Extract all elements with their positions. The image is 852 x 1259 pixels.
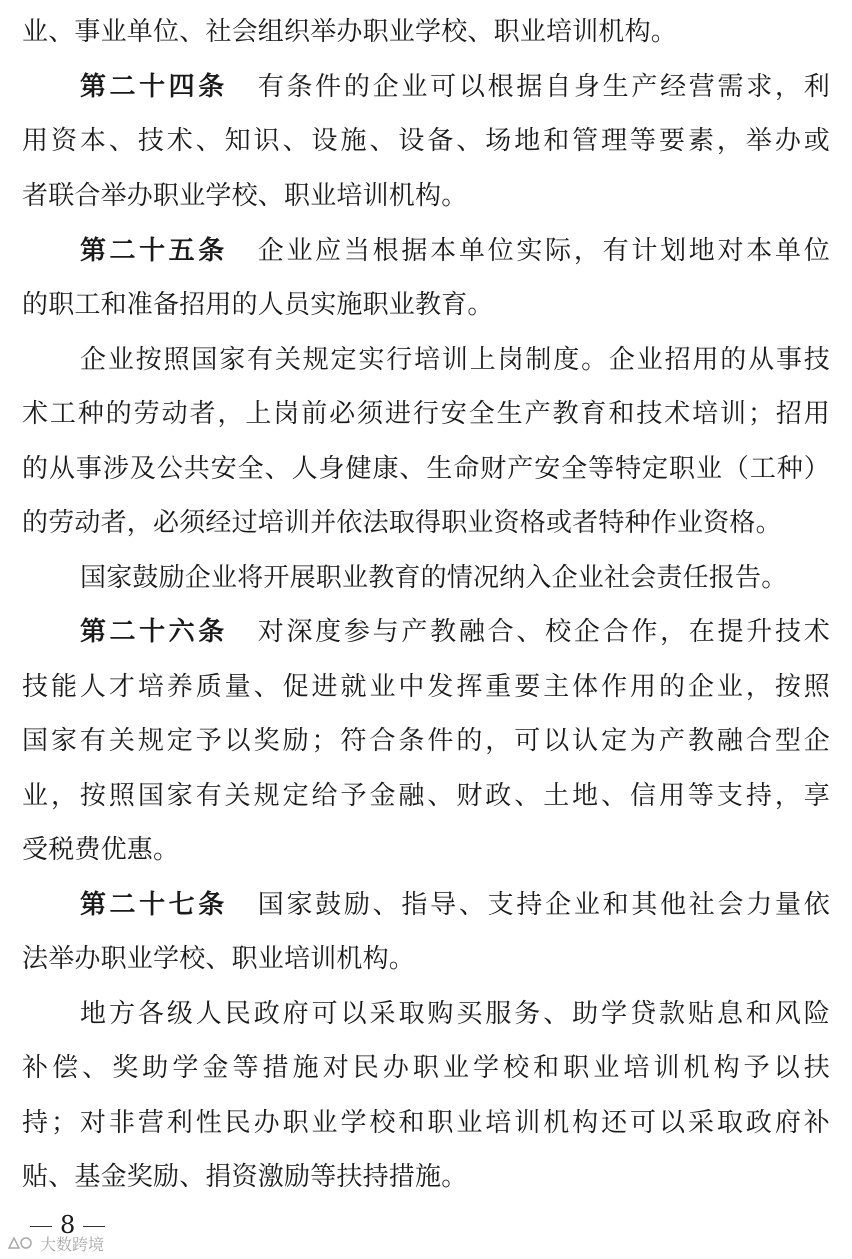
footer-dash-right bbox=[83, 1226, 105, 1227]
article-25-number: 第二十五条 bbox=[80, 236, 228, 266]
body-line: 业、事业单位、社会组织举办职业学校、职业培训机构。 bbox=[22, 17, 678, 47]
page-number: 8 bbox=[60, 1211, 76, 1239]
paragraph-first-line: 地方各级人民政府可以采取购买服务、助学贷款贴息和风险 bbox=[80, 999, 830, 1029]
body-text: 国家鼓励、指导、支持企业和其他社会力量依 bbox=[257, 890, 830, 920]
watermark-text: 大数跨境 bbox=[40, 1234, 105, 1254]
article-25-first-line bbox=[80, 231, 830, 271]
body-line: 受税费优惠。 bbox=[22, 835, 180, 865]
body-line: 国家有关规定予以奖励；符合条件的，可以认定为产教融合型企 bbox=[22, 726, 830, 756]
body-text: 对深度参与产教融合、校企合作，在提升技术 bbox=[257, 617, 830, 647]
body-line: 的劳动者，必须经过培训并依法取得职业资格或者特种作业资格。 bbox=[22, 508, 782, 538]
article-27-first-line bbox=[80, 885, 830, 925]
body-line: 业，按照国家有关规定给予金融、财政、土地、信用等支持，享 bbox=[22, 781, 830, 811]
article-27-number: 第二十七条 bbox=[80, 890, 228, 920]
paragraph-first-line: 国家鼓励企业将开展职业教育的情况纳入企业社会责任报告。 bbox=[80, 563, 788, 593]
body-line: 的从事涉及公共安全、人身健康、生命财产安全等特定职业（工种） bbox=[22, 454, 830, 484]
article-26-number: 第二十六条 bbox=[80, 617, 228, 647]
watermark-logo-icon bbox=[6, 1234, 36, 1252]
paragraph-first-line: 企业按照国家有关规定实行培训上岗制度。企业招用的从事技 bbox=[80, 345, 830, 375]
body-line: 法举办职业学校、职业培训机构。 bbox=[22, 944, 416, 974]
article-24-first-line bbox=[80, 67, 830, 107]
article-26-first-line bbox=[80, 612, 830, 652]
body-line: 持；对非营利性民办职业学校和职业培训机构还可以采取政府补 bbox=[22, 1108, 830, 1138]
body-line: 用资本、技术、知识、设施、设备、场地和管理等要素，举办或 bbox=[22, 126, 830, 156]
article-24-number: 第二十四条 bbox=[80, 72, 228, 102]
watermark bbox=[6, 1232, 104, 1254]
body-line: 补偿、奖助学金等措施对民办职业学校和职业培训机构予以扶 bbox=[22, 1053, 830, 1083]
body-line: 技能人才培养质量、促进就业中发挥重要主体作用的企业，按照 bbox=[22, 672, 830, 702]
body-line: 的职工和准备招用的人员实施职业教育。 bbox=[22, 290, 494, 320]
footer-dash-left bbox=[30, 1226, 52, 1227]
body-line: 贴、基金奖励、捐资激励等扶持措施。 bbox=[22, 1162, 468, 1192]
body-text: 企业应当根据本单位实际，有计划地对本单位 bbox=[257, 236, 830, 266]
body-text: 有条件的企业可以根据自身生产经营需求，利 bbox=[257, 72, 830, 102]
body-line: 术工种的劳动者，上岗前必须进行安全生产教育和技术培训；招用 bbox=[22, 399, 830, 429]
body-line: 者联合举办职业学校、职业培训机构。 bbox=[22, 181, 468, 211]
